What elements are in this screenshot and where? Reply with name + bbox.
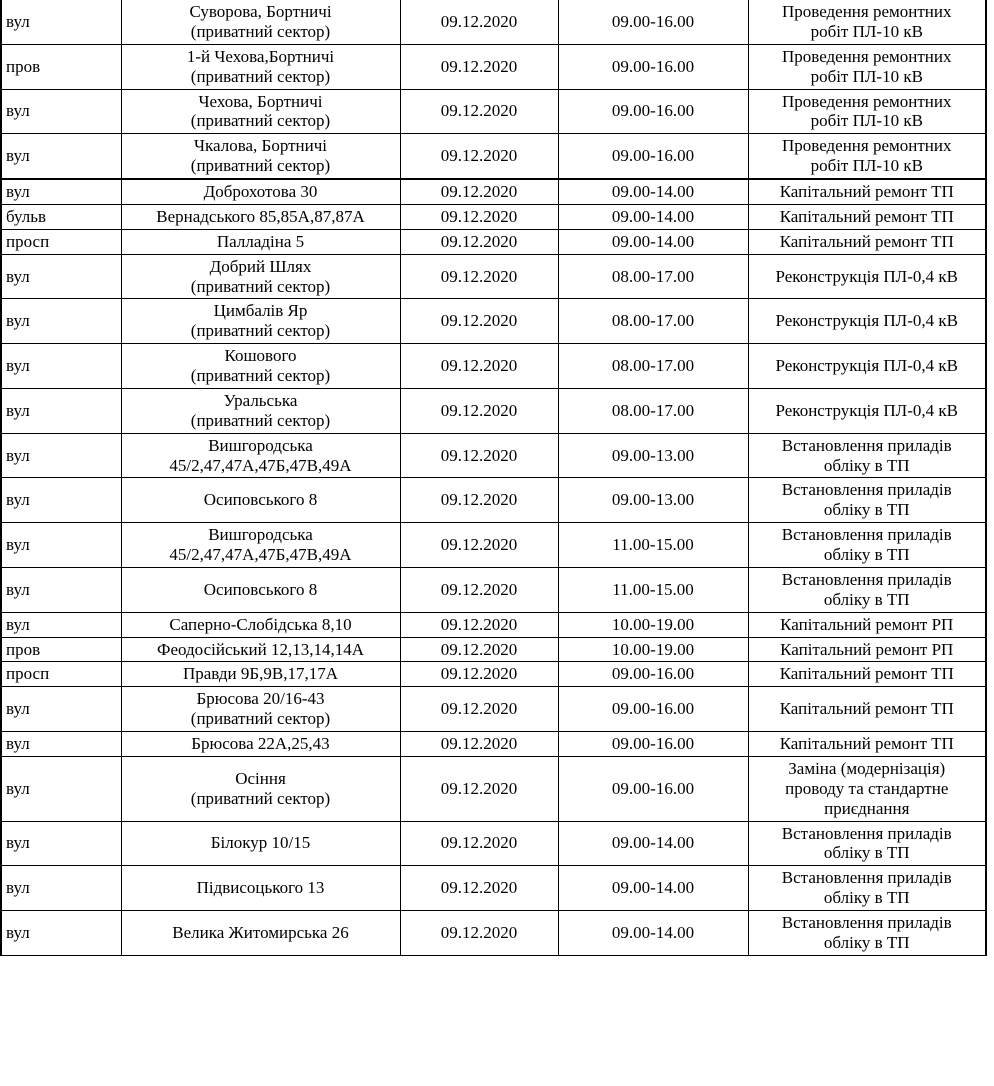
cell-date: 09.12.2020 xyxy=(400,204,558,229)
cell-date: 09.12.2020 xyxy=(400,89,558,134)
cell-street-type: вул xyxy=(1,254,121,299)
cell-date: 09.12.2020 xyxy=(400,0,558,44)
table-row xyxy=(1,523,986,568)
cell-time: 09.00-13.00 xyxy=(558,433,748,478)
cell-date: 09.12.2020 xyxy=(400,478,558,523)
address-line-2: 45/2,47,47А,47Б,47В,49А xyxy=(169,545,352,564)
cell-time: 09.00-16.00 xyxy=(558,756,748,821)
cell-street-type: вул xyxy=(1,821,121,866)
cell-street-type: вул xyxy=(1,89,121,134)
address-line-2: (приватний сектор) xyxy=(190,321,331,341)
address-line-2: (приватний сектор) xyxy=(190,111,331,131)
address-line-1: Феодосійський 12,13,14,14А xyxy=(157,639,364,659)
table-row xyxy=(1,89,986,134)
cell-time: 09.00-16.00 xyxy=(558,89,748,134)
cell-work-description xyxy=(748,687,986,732)
table-row xyxy=(1,299,986,344)
address-line-1: Палладіна 5 xyxy=(216,231,305,251)
address-line-2: (приватний сектор) xyxy=(190,410,331,430)
cell-date: 09.12.2020 xyxy=(400,612,558,637)
cell-date: 09.12.2020 xyxy=(400,866,558,911)
cell-work-description xyxy=(748,756,986,821)
cell-work-description xyxy=(748,821,986,866)
address-line-1: Кошового xyxy=(224,346,297,366)
address-line-1: Правди 9Б,9В,17,17А xyxy=(182,664,339,684)
work-line-2: робіт ПЛ-10 кВ xyxy=(810,21,923,41)
cell-street-type: вул xyxy=(1,567,121,612)
address-line-1: Велика Житомирська 26 xyxy=(172,922,349,942)
cell-address xyxy=(121,866,400,911)
cell-date: 09.12.2020 xyxy=(400,44,558,89)
cell-time: 10.00-19.00 xyxy=(558,612,748,637)
work-line-1: Проведення ремонтних xyxy=(781,46,952,66)
table-row xyxy=(1,662,986,687)
cell-work-description xyxy=(748,229,986,254)
cell-street-type: просп xyxy=(1,662,121,687)
work-line-1: Капітальний ремонт ТП xyxy=(779,734,954,753)
work-line-1: Реконструкція ПЛ-0,4 кВ xyxy=(775,311,958,331)
cell-time: 11.00-15.00 xyxy=(558,567,748,612)
address-line-1: Вернадського 85,85А,87,87А xyxy=(156,206,365,226)
table-row xyxy=(1,567,986,612)
cell-street-type: вул xyxy=(1,134,121,179)
cell-work-description xyxy=(748,89,986,134)
cell-work-description xyxy=(748,388,986,433)
table-row xyxy=(1,134,986,179)
work-line-1: Капітальний ремонт ТП xyxy=(779,182,954,201)
work-line-1: Проведення ремонтних xyxy=(781,2,952,21)
table-row xyxy=(1,637,986,662)
table-row xyxy=(1,821,986,866)
cell-work-description xyxy=(748,134,986,179)
work-line-1: Капітальний ремонт РП xyxy=(780,614,954,634)
cell-street-type: вул xyxy=(1,911,121,956)
cell-work-description xyxy=(748,732,986,757)
cell-address xyxy=(121,204,400,229)
cell-date: 09.12.2020 xyxy=(400,134,558,179)
address-line-1: Суворова, Бортничі xyxy=(189,2,332,21)
cell-address xyxy=(121,229,400,254)
cell-work-description xyxy=(748,523,986,568)
cell-date: 09.12.2020 xyxy=(400,687,558,732)
table-row xyxy=(1,204,986,229)
work-line-2: проводу та стандартне xyxy=(785,778,949,798)
work-line-2: обліку в ТП xyxy=(823,932,910,952)
work-line-1: Встановлення приладів xyxy=(781,480,952,500)
cell-date: 09.12.2020 xyxy=(400,637,558,662)
cell-work-description xyxy=(748,866,986,911)
work-line-1: Встановлення приладів xyxy=(781,913,952,932)
table-row xyxy=(1,229,986,254)
work-line-2: робіт ПЛ-10 кВ xyxy=(810,156,923,176)
cell-work-description xyxy=(748,44,986,89)
cell-address xyxy=(121,523,400,568)
address-line-1: Чехова, Бортничі xyxy=(198,91,323,111)
work-line-1: Капітальний ремонт ТП xyxy=(779,206,954,226)
table-row xyxy=(1,44,986,89)
cell-street-type: вул xyxy=(1,866,121,911)
address-line-1: Осиповського 8 xyxy=(203,490,318,510)
work-line-1: Капітальний ремонт РП xyxy=(780,639,954,659)
cell-time: 09.00-14.00 xyxy=(558,866,748,911)
cell-address xyxy=(121,821,400,866)
cell-date: 09.12.2020 xyxy=(400,662,558,687)
address-line-1: Цимбалів Яр xyxy=(213,301,308,321)
cell-time: 09.00-14.00 xyxy=(558,179,748,204)
cell-address xyxy=(121,388,400,433)
address-line-1: Саперно-Слобідська 8,10 xyxy=(169,614,352,634)
table-row xyxy=(1,756,986,821)
address-line-1: Доброхотова 30 xyxy=(203,182,318,201)
work-line-2: обліку в ТП xyxy=(823,455,910,475)
cell-work-description xyxy=(748,344,986,389)
cell-street-type: вул xyxy=(1,388,121,433)
work-line-1: Реконструкція ПЛ-0,4 кВ xyxy=(775,266,958,286)
cell-work-description xyxy=(748,204,986,229)
cell-address xyxy=(121,179,400,204)
cell-date: 09.12.2020 xyxy=(400,567,558,612)
cell-time: 09.00-14.00 xyxy=(558,821,748,866)
cell-time: 09.00-16.00 xyxy=(558,732,748,757)
cell-address xyxy=(121,254,400,299)
table-row xyxy=(1,254,986,299)
table-row xyxy=(1,179,986,204)
cell-street-type: пров xyxy=(1,44,121,89)
work-line-1: Встановлення приладів xyxy=(781,569,952,589)
cell-street-type: просп xyxy=(1,229,121,254)
work-line-2: робіт ПЛ-10 кВ xyxy=(810,66,923,86)
cell-street-type: вул xyxy=(1,344,121,389)
table-row xyxy=(1,911,986,956)
address-line-1: Уральська xyxy=(223,390,298,410)
address-line-1: 1-й Чехова,Бортничі xyxy=(186,46,335,66)
table-row xyxy=(1,344,986,389)
cell-street-type: пров xyxy=(1,637,121,662)
cell-address xyxy=(121,567,400,612)
work-line-1: Заміна (модернізація) xyxy=(788,758,946,778)
cell-work-description xyxy=(748,662,986,687)
work-line-1: Реконструкція ПЛ-0,4 кВ xyxy=(775,356,958,376)
cell-time: 09.00-16.00 xyxy=(558,134,748,179)
cell-street-type: вул xyxy=(1,433,121,478)
cell-address xyxy=(121,478,400,523)
cell-date: 09.12.2020 xyxy=(400,433,558,478)
cell-date: 09.12.2020 xyxy=(400,299,558,344)
cell-address xyxy=(121,687,400,732)
cell-street-type: вул xyxy=(1,523,121,568)
cell-date: 09.12.2020 xyxy=(400,523,558,568)
cell-time: 09.00-16.00 xyxy=(558,0,748,44)
address-line-2: (приватний сектор) xyxy=(190,66,331,86)
address-line-2: (приватний сектор) xyxy=(190,788,331,808)
table-row xyxy=(1,866,986,911)
work-line-1: Встановлення приладів xyxy=(781,435,952,455)
cell-street-type: вул xyxy=(1,0,121,44)
work-line-2: обліку в ТП xyxy=(823,545,910,564)
address-line-1: Добрий Шлях xyxy=(209,256,312,276)
work-line-1: Встановлення приладів xyxy=(781,868,952,888)
cell-street-type: вул xyxy=(1,687,121,732)
cell-street-type: вул xyxy=(1,478,121,523)
cell-time: 09.00-16.00 xyxy=(558,687,748,732)
work-line-2: робіт ПЛ-10 кВ xyxy=(810,111,923,131)
work-line-2: обліку в ТП xyxy=(823,500,910,520)
work-line-1: Капітальний ремонт ТП xyxy=(779,231,954,251)
cell-address xyxy=(121,89,400,134)
address-line-2: (приватний сектор) xyxy=(190,156,331,176)
table-row xyxy=(1,732,986,757)
cell-time: 08.00-17.00 xyxy=(558,344,748,389)
cell-address xyxy=(121,732,400,757)
cell-work-description xyxy=(748,567,986,612)
cell-time: 09.00-13.00 xyxy=(558,478,748,523)
cell-address xyxy=(121,637,400,662)
work-line-1: Капітальний ремонт ТП xyxy=(779,699,954,719)
table-row xyxy=(1,478,986,523)
cell-date: 09.12.2020 xyxy=(400,254,558,299)
cell-time: 10.00-19.00 xyxy=(558,637,748,662)
cell-address xyxy=(121,911,400,956)
cell-street-type: вул xyxy=(1,612,121,637)
cell-time: 08.00-17.00 xyxy=(558,388,748,433)
cell-time: 09.00-14.00 xyxy=(558,911,748,956)
cell-address xyxy=(121,134,400,179)
cell-time: 08.00-17.00 xyxy=(558,299,748,344)
cell-date: 09.12.2020 xyxy=(400,732,558,757)
table-row xyxy=(1,0,986,44)
table-row xyxy=(1,687,986,732)
cell-date: 09.12.2020 xyxy=(400,911,558,956)
cell-address xyxy=(121,433,400,478)
cell-address xyxy=(121,0,400,44)
cell-street-type: бульв xyxy=(1,204,121,229)
work-line-1: Реконструкція ПЛ-0,4 кВ xyxy=(775,400,958,420)
cell-street-type: вул xyxy=(1,756,121,821)
cell-date: 09.12.2020 xyxy=(400,229,558,254)
address-line-2: (приватний сектор) xyxy=(190,366,331,385)
cell-date: 09.12.2020 xyxy=(400,821,558,866)
work-line-2: обліку в ТП xyxy=(823,888,910,908)
address-line-1: Білокур 10/15 xyxy=(210,833,311,853)
address-line-2: 45/2,47,47А,47Б,47В,49А xyxy=(169,455,352,475)
cell-address xyxy=(121,612,400,637)
cell-work-description xyxy=(748,911,986,956)
cell-time: 09.00-16.00 xyxy=(558,44,748,89)
cell-work-description xyxy=(748,478,986,523)
work-line-1: Проведення ремонтних xyxy=(781,136,952,156)
cell-work-description xyxy=(748,299,986,344)
cell-date: 09.12.2020 xyxy=(400,388,558,433)
work-line-1: Капітальний ремонт ТП xyxy=(779,664,954,684)
address-line-1: Підвисоцького 13 xyxy=(196,878,325,898)
address-line-1: Осиповського 8 xyxy=(203,579,318,599)
cell-work-description xyxy=(748,254,986,299)
address-line-2: (приватний сектор) xyxy=(190,21,331,41)
table-row xyxy=(1,388,986,433)
cell-time: 09.00-14.00 xyxy=(558,229,748,254)
table-body xyxy=(1,0,986,955)
cell-work-description xyxy=(748,0,986,44)
cell-street-type: вул xyxy=(1,179,121,204)
address-line-1: Осіння xyxy=(235,768,286,788)
cell-time: 09.00-16.00 xyxy=(558,662,748,687)
cell-work-description xyxy=(748,179,986,204)
cell-address xyxy=(121,299,400,344)
address-line-1: Брюсова 20/16-43 xyxy=(196,689,325,709)
cell-work-description xyxy=(748,433,986,478)
work-line-2: обліку в ТП xyxy=(823,843,910,863)
cell-time: 08.00-17.00 xyxy=(558,254,748,299)
address-line-2: (приватний сектор) xyxy=(190,276,331,296)
work-line-3: приєднання xyxy=(824,798,910,818)
work-line-2: обліку в ТП xyxy=(823,589,910,609)
cell-address xyxy=(121,662,400,687)
cell-time: 11.00-15.00 xyxy=(558,523,748,568)
cell-address xyxy=(121,44,400,89)
work-line-1: Проведення ремонтних xyxy=(781,91,952,111)
cell-work-description xyxy=(748,612,986,637)
cell-address xyxy=(121,344,400,389)
cell-street-type: вул xyxy=(1,732,121,757)
address-line-1: Вишгородська xyxy=(208,525,313,545)
address-line-2: (приватний сектор) xyxy=(190,709,331,729)
cell-date: 09.12.2020 xyxy=(400,179,558,204)
work-line-1: Встановлення приладів xyxy=(781,823,952,843)
address-line-1: Чкалова, Бортничі xyxy=(193,136,327,156)
cell-time: 09.00-14.00 xyxy=(558,204,748,229)
cell-address xyxy=(121,756,400,821)
table-row xyxy=(1,433,986,478)
work-line-1: Встановлення приладів xyxy=(781,525,952,545)
cell-date: 09.12.2020 xyxy=(400,344,558,389)
cell-street-type: вул xyxy=(1,299,121,344)
table-row xyxy=(1,612,986,637)
address-line-1: Брюсова 22А,25,43 xyxy=(191,734,330,753)
address-line-1: Вишгородська xyxy=(208,435,313,455)
cell-work-description xyxy=(748,637,986,662)
cell-date: 09.12.2020 xyxy=(400,756,558,821)
